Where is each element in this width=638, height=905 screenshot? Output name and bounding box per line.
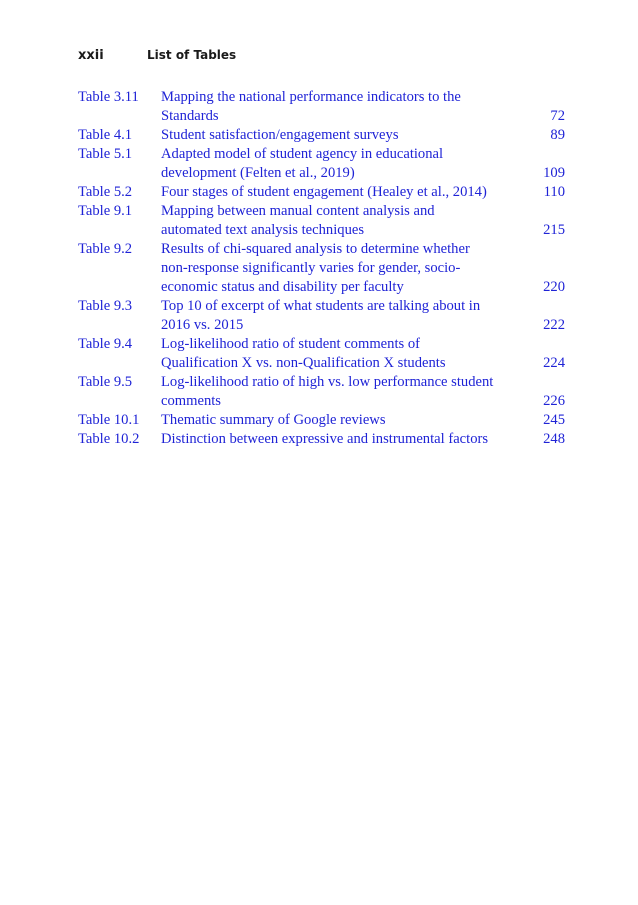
title-text: Adapted model of student agency in educational — [161, 146, 444, 162]
table-title — [161, 411, 565, 430]
title-text: Distinction between expressive and instrumental factors — [161, 431, 489, 447]
title-line — [161, 202, 565, 221]
table-label: Table 9.3 — [78, 298, 133, 314]
table-label: Table 9.5 — [78, 374, 133, 390]
title-text: Mapping between manual content analysis and — [161, 203, 435, 219]
table-entry[interactable] — [78, 335, 565, 373]
table-title — [161, 126, 565, 145]
title-line — [161, 278, 565, 297]
title-text: Top 10 of excerpt of what students are talking about in — [161, 298, 481, 314]
title-text: Qualification X vs. non-Qualification X students — [161, 355, 446, 371]
table-title — [161, 202, 565, 240]
page-reference: 245 — [543, 412, 565, 428]
title-text: comments — [161, 393, 221, 409]
title-text: 2016 vs. 2015 — [161, 317, 244, 333]
running-title: List of Tables — [147, 48, 237, 62]
table-entry[interactable] — [78, 202, 565, 240]
title-text: Four stages of student engagement (Healey et al., 2014) — [161, 184, 487, 200]
title-line — [161, 354, 565, 373]
title-line — [161, 183, 565, 202]
title-line — [161, 316, 565, 335]
table-entry[interactable] — [78, 297, 565, 335]
title-text: Thematic summary of Google reviews — [161, 412, 386, 428]
table-entry[interactable] — [78, 240, 565, 297]
table-entry[interactable] — [78, 126, 565, 145]
table-title — [161, 240, 565, 297]
title-line — [161, 259, 565, 278]
table-label: Table 3.11 — [78, 89, 139, 105]
table-entry[interactable] — [78, 411, 565, 430]
page-reference: 224 — [543, 355, 565, 371]
page-reference: 72 — [550, 108, 565, 124]
table-entry[interactable] — [78, 145, 565, 183]
title-text: automated text analysis techniques — [161, 222, 365, 238]
table-label: Table 9.1 — [78, 203, 133, 219]
table-title — [161, 430, 565, 449]
title-text: non-response significantly varies for gender, socio- — [161, 260, 461, 276]
page-reference: 248 — [543, 431, 565, 447]
table-label: Table 5.1 — [78, 146, 133, 162]
title-line — [161, 373, 565, 392]
title-line — [161, 335, 565, 354]
title-line — [161, 126, 565, 145]
table-title — [161, 88, 565, 126]
title-line — [161, 411, 565, 430]
title-line — [161, 145, 565, 164]
table-entry[interactable] — [78, 430, 565, 449]
running-head — [78, 48, 236, 63]
page-reference: 89 — [550, 127, 565, 143]
table-entry[interactable] — [78, 183, 565, 202]
table-label: Table 10.1 — [78, 412, 140, 428]
title-line — [161, 88, 565, 107]
table-label: Table 5.2 — [78, 184, 133, 200]
title-text: economic status and disability per faculty — [161, 279, 404, 295]
title-line — [161, 430, 565, 449]
table-entry[interactable] — [78, 373, 565, 411]
title-text: Log-likelihood ratio of high vs. low performance student — [161, 374, 494, 390]
title-line — [161, 107, 565, 126]
table-title — [161, 145, 565, 183]
table-label: Table 9.2 — [78, 241, 133, 257]
table-label: Table 4.1 — [78, 127, 133, 143]
title-text: development (Felten et al., 2019) — [161, 165, 355, 181]
title-text: Standards — [161, 108, 219, 124]
table-title — [161, 335, 565, 373]
table-title — [161, 183, 565, 202]
table-entry[interactable] — [78, 88, 565, 126]
title-line — [161, 240, 565, 259]
page-number: xxii — [78, 48, 104, 63]
table-label: Table 10.2 — [78, 431, 140, 447]
page-reference: 110 — [543, 184, 565, 200]
title-text: Student satisfaction/engagement surveys — [161, 127, 399, 143]
page-reference: 109 — [543, 165, 565, 181]
page-reference: 222 — [543, 317, 565, 333]
title-text: Mapping the national performance indicators to the — [161, 89, 461, 105]
page-reference: 220 — [543, 279, 565, 295]
table-title — [161, 373, 565, 411]
table-title — [161, 297, 565, 335]
list-of-tables — [78, 88, 565, 449]
title-text: Log-likelihood ratio of student comments of — [161, 336, 420, 352]
title-line — [161, 297, 565, 316]
title-line — [161, 221, 565, 240]
page-reference: 215 — [543, 222, 565, 238]
table-label: Table 9.4 — [78, 336, 133, 352]
title-text: Results of chi-squared analysis to determine whether — [161, 241, 470, 257]
title-line — [161, 392, 565, 411]
page-reference: 226 — [543, 393, 565, 409]
title-line — [161, 164, 565, 183]
